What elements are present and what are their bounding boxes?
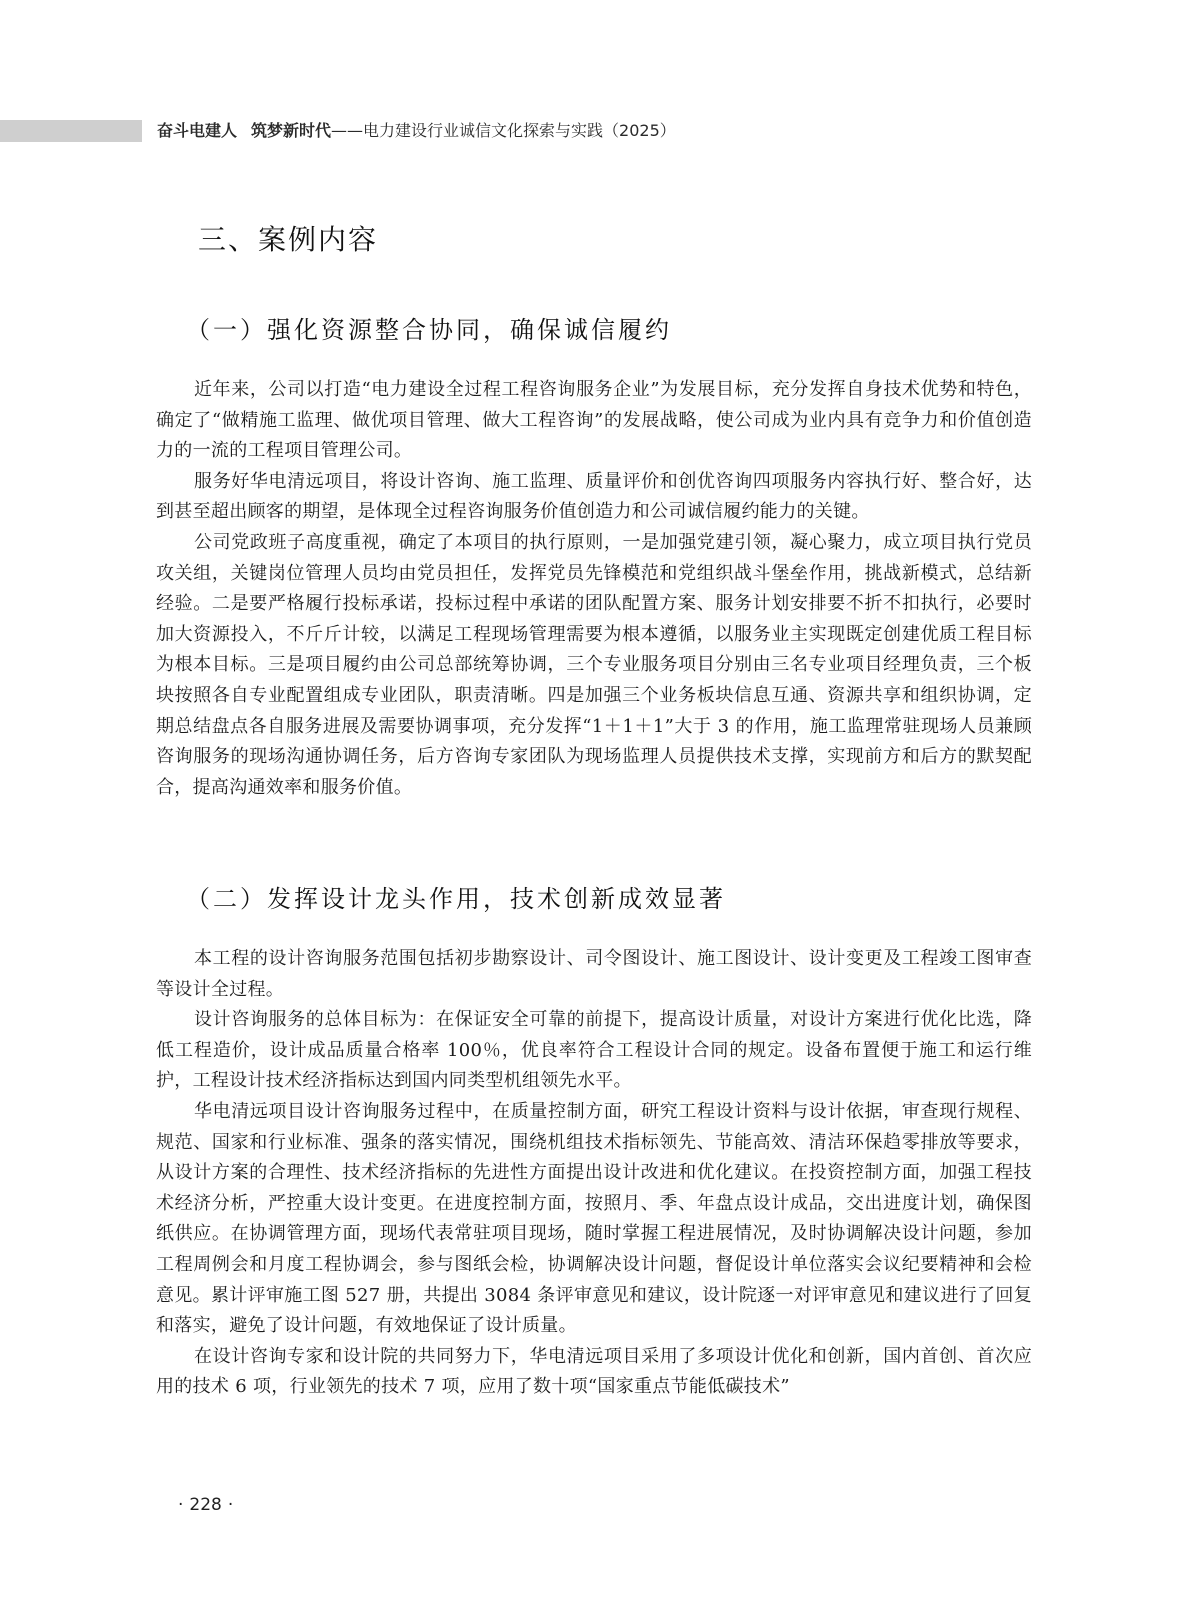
subsection-1-body bbox=[156, 375, 1032, 803]
page-number-value: 228 bbox=[189, 1495, 222, 1515]
paragraph: 在设计咨询专家和设计院的共同努力下，华电清远项目采用了多项设计优化和创新，国内首创、首次应用的技术 6 项，行业领先的技术 7 项，应用了数十项“国家重点节能低碳技术” bbox=[156, 1345, 1032, 1398]
paragraph: 华电清远项目设计咨询服务过程中，在质量控制方面，研究工程设计资料与设计依据，审查现行规程、规范、国家和行业标准、强条的落实情况，围绕机组技术指标领先、节能高效、清洁环保趋零排放等要求，从设计方案的合理性、技术经济指标的先进性方面提出设计改进和优化建议。在投资控制方面，加强工程技术经济分析，严控重大设计变更。在进度控制方面，按照月、季、年盘点设计成品，交出进度计划，确保图纸供应。在协调管理方面，现场代表常驻项目现场，随时掌握工程进展情况，及时协调解决设计问题，参加工程周例会和月度工程协调会，参与图纸会检，协调解决设计问题，督促设计单位落实会议纪要精神和会检意见。累计评审施工图 527 册，共提出 3084 条评审意见和建议，设计院逐一对评审意见和建议进行了回复和落实，避免了设计问题，有效地保证了设计质量。 bbox=[156, 1100, 1032, 1337]
section-title: 三、案例内容 bbox=[198, 223, 379, 256]
paragraph: 服务好华电清远项目，将设计咨询、施工监理、质量评价和创优咨询四项服务内容执行好、整合好，达到甚至超出顾客的期望，是体现全过程咨询服务价值创造力和公司诚信履约能力的关键。 bbox=[156, 470, 1032, 523]
paragraph: 本工程的设计咨询服务范围包括初步勘察设计、司令图设计、施工图设计、设计变更及工程竣工图审查等设计全过程。 bbox=[156, 948, 1032, 1000]
paragraph: 公司党政班子高度重视，确定了本项目的执行原则，一是加强党建引领，凝心聚力，成立项目执行党员攻关组，关键岗位管理人员均由党员担任，发挥党员先锋模范和党组织战斗堡垒作用，挑战新模式，总结新经验。二是要严格履行投标承诺，投标过程中承诺的团队配置方案、服务计划安排要不折不扣执行，必要时加大资源投入，不斤斤计较，以满足工程现场管理需要为根本遵循，以服务业主实现既定创建优质工程目标为根本目标。三是项目履约由公司总部统筹协调，三个专业服务项目分别由三名专业项目经理负责，三个板块按照各自专业配置组成专业团队，职责清晰。四是加强三个业务板块信息互通、资源共享和组织协调，定期总结盘点各自服务进展及需要协调事项，充分发挥“1＋1＋1”大于 3 的作用，施工监理常驻现场人员兼顾咨询服务的现场沟通协调任务，后方咨询专家团队为现场监理人员提供技术支撑，实现前方和后方的默契配合，提高沟通效率和服务价值。 bbox=[156, 531, 1032, 798]
subsection-title-2: （二）发挥设计龙头作用，技术创新成效显著 bbox=[186, 885, 726, 913]
paragraph: 近年来，公司以打造“电力建设全过程工程咨询服务企业”为发展目标，充分发挥自身技术优势和特色，确定了“做精施工监理、做优项目管理、做大工程咨询”的发展战略，使公司成为业内具有竞争力和价值创造力的一流的工程项目管理公司。 bbox=[156, 379, 1032, 462]
running-header bbox=[157, 118, 676, 144]
page-number: · 228 · bbox=[178, 1495, 234, 1515]
subsection-title-1: （一）强化资源整合协同，确保诚信履约 bbox=[186, 316, 672, 344]
running-header-part1: 奋斗电建人 bbox=[157, 121, 238, 140]
subsection-2-body bbox=[156, 944, 1032, 1403]
running-header-part2: 筑梦新时代 bbox=[251, 121, 332, 140]
paragraph: 设计咨询服务的总体目标为：在保证安全可靠的前提下，提高设计质量，对设计方案进行优化比选，降低工程造价，设计成品质量合格率 100％，优良率符合工程设计合同的规定。设备布置便于施工和运行维护，工程设计技术经济指标达到国内同类型机组领先水平。 bbox=[156, 1009, 1032, 1092]
header-gray-bar bbox=[0, 120, 142, 142]
running-header-subtitle: ——电力建设行业诚信文化探索与实践（2025） bbox=[331, 121, 676, 140]
